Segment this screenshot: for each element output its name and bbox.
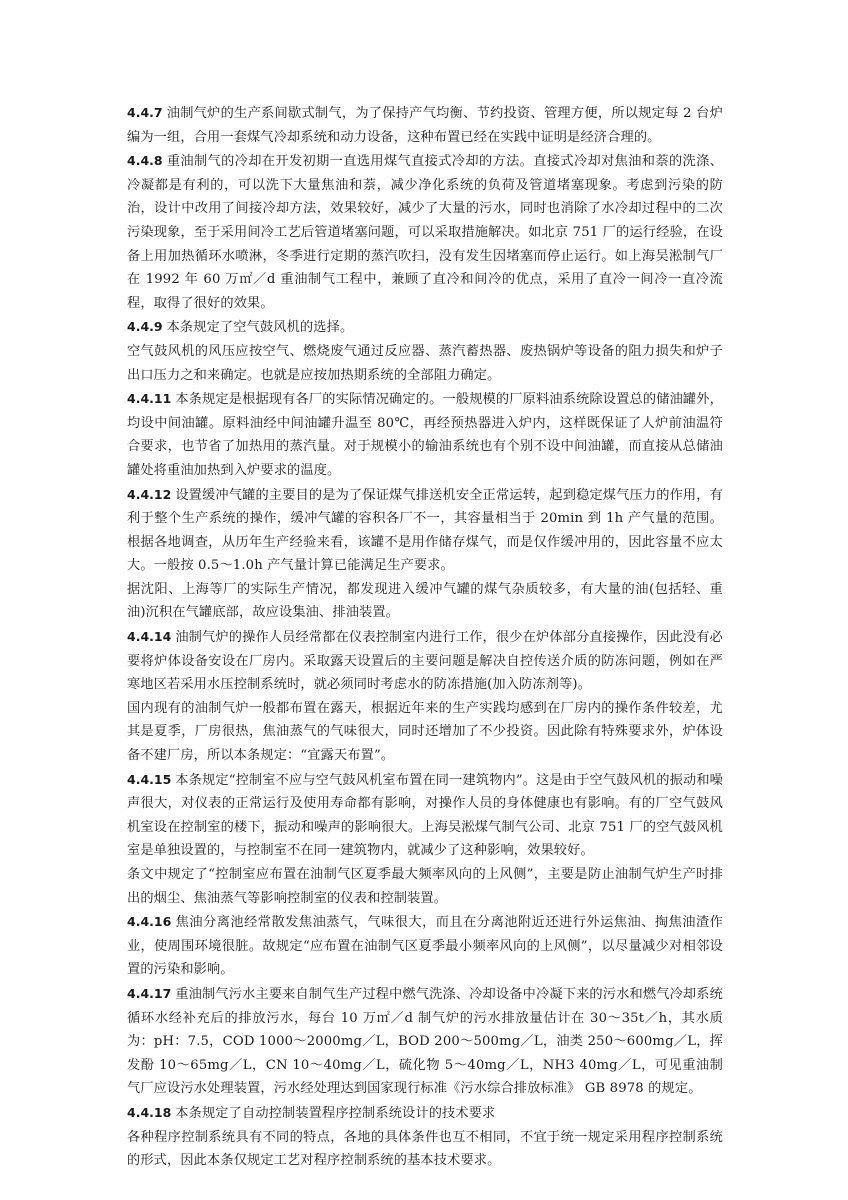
clause-4-4-17 (127, 982, 723, 1101)
clause-4-4-11 (127, 387, 723, 482)
clause-4-4-8 (127, 149, 723, 315)
clause-number: 4.4.9 (127, 319, 163, 335)
paragraph-text: 空气鼓风机的风压应按空气、燃烧废气通过反应器、蒸汽蓄热器、废热锅炉等设备的阻力损失和炉子出口压力之和来确定。也就是应按加热期系统的全部阻力确定。 (127, 343, 723, 383)
clause-text: 焦油分离池经常散发焦油蒸气，气味很大，而且在分离池附近还进行外运焦油、掏焦油渣作业，使周围环境很脏。故规定“应布置在油制气区夏季最小频率风向的上风侧”，以尽量减少对相邻设置的污染和影响。 (127, 915, 723, 978)
clause-number: 4.4.16 (127, 914, 172, 930)
clause-text: 重油制气的冷却在开发初期一直选用煤气直接式冷却的方法。直接式冷却对焦油和萘的洗涤、冷凝都是有利的，可以洗下大量焦油和萘，减少净化系统的负荷及管道堵塞现象。考虑到污染的防治，设计中改用了间接冷却方法，效果较好，减少了大量的污水，同时也消除了水冷却过程中的二次污染现象，至于采用间冷工艺后管道堵塞问题，可以采取措施解决。如北京 751 厂的运行经验，在设备上用加热循环水喷淋，冬季进行定期的蒸汽吹扫，没有发生因堵塞而停止运行。如上海吴淞制气厂在 1992 年 60 万㎡／d 重油制气工程中，兼顾了直冷和间冷的优点，采用了直冷一间冷一直冷流程，取得了很好的效果。 (127, 154, 723, 311)
clause-text: 本条规定是根据现有各厂的实际情况确定的。一般规模的厂原料油系统除设置总的储油罐外，均设中间油罐。原料油经中间油罐升温至 80℃，再经预热器进入炉内，这样既保证了人炉前油温符合要求，也节省了加热用的蒸汽量。对于规模小的输油系统也有个别不设中间油罐，而直接从总储油罐处将重油加热到入炉要求的温度。 (127, 392, 723, 478)
paragraph-text: 国内现有的油制气炉一般都布置在露天，根据近年来的生产实践均感到在厂房内的操作条件较差，尤其是夏季，厂房很热，焦油蒸气的气味很大，同时还增加了不少投资。因此除有特殊要求外，炉体设备不建厂房，所以本条规定：“宜露天布置”。 (127, 700, 723, 764)
clause-number: 4.4.15 (127, 771, 172, 787)
clause-text: 本条规定“控制室不应与空气鼓风机室布置在同一建筑物内”。这是由于空气鼓风机的振动和噪声很大，对仪表的正常运行及使用寿命都有影响，对操作人员的身体健康也有影响。有的厂空气鼓风机室设在控制室的楼下，振动和噪声的影响很大。上海吴淞煤气制气公司、北京 751 厂的空气鼓风机室是单独设置的，与控制室不在同一建筑物内，就减少了这种影响，效果较好。 (127, 772, 723, 859)
clause-4-4-18-explanation (127, 1126, 723, 1173)
paragraph-text: 各种程序控制系统具有不同的特点，各地的具体条件也互不相同，不宜于统一规定采用程序控制系统的形式，因此本条仅规定工艺对程序控制系统的基本技术要求。 (127, 1129, 723, 1169)
clause-4-4-9 (127, 315, 723, 340)
clause-4-4-15-explanation (127, 863, 723, 910)
paragraph-text: 条文中规定了“控制室应布置在油制气区夏季最大频率风向的上风侧”，主要是防止油制气炉生产时排出的烟尘、焦油蒸气等影响控制室的仪表和控制装置。 (127, 867, 723, 906)
clause-text: 重油制气污水主要来自制气生产过程中燃气洗涤、冷却设备中冷凝下来的污水和燃气冷却系统循环水经补充后的排放污水，每台 10 万㎡／d 制气炉的污水排放量估计在 30～35t／h，其水质为：pH：7.5，COD 1000～2000mg／L，BOD 200～500mg／L，油类 250～600mg／L，挥发酚 10～65mg／L，CN 10～40mg／L，硫化物 5～40mg／L，NH3 40mg／L，可见重油制气厂应设污水处理装置，污水经处理达到国家现行标准《污水综合排放标准》 GB 8978 的规定。 (127, 986, 723, 1097)
clause-number: 4.4.18 (127, 1104, 172, 1120)
clause-4-4-15 (127, 768, 723, 863)
clause-4-4-14 (127, 625, 723, 697)
document-page (127, 101, 723, 1173)
paragraph-text: 据沈阳、上海等厂的实际生产情况，都发现进入缓冲气罐的煤气杂质较多，有大量的油(包括轻、重油)沉积在气罐底部，故应设集油、排油装置。 (127, 581, 723, 621)
clause-4-4-7 (127, 101, 723, 149)
clause-4-4-18 (127, 1101, 723, 1126)
clause-4-4-16 (127, 910, 723, 982)
clause-4-4-9-explanation (127, 340, 723, 387)
clause-4-4-12-explanation (127, 578, 723, 625)
clause-text: 本条规定了自动控制装置程序控制系统设计的技术要求 (175, 1105, 496, 1121)
clause-number: 4.4.14 (127, 629, 172, 645)
clause-4-4-14-explanation (127, 697, 723, 768)
clause-number: 4.4.11 (127, 391, 172, 407)
clause-4-4-12 (127, 483, 723, 578)
clause-text: 油制气炉的操作人员经常都在仪表控制室内进行工作，很少在炉体部分直接操作，因此没有必要将炉体设备安设在厂房内。采取露天设置后的主要问题是解决自控传送介质的防冻问题，例如在严寒地区若采用水压控制系统时，就必须同时考虑水的防冻措施(加入防冻剂等)。 (127, 630, 723, 693)
clause-text: 油制气炉的生产系间歇式制气，为了保持产气均衡、节约投资、管理方便，所以规定每 2 台炉编为一组，合用一套煤气冷却系统和动力设备，这种布置已经在实践中证明是经济合理的。 (127, 106, 723, 145)
clause-number: 4.4.8 (127, 153, 163, 169)
clause-number: 4.4.12 (127, 486, 172, 502)
clause-number: 4.4.7 (127, 105, 163, 120)
clause-number: 4.4.17 (127, 985, 172, 1001)
clause-text: 设置缓冲气罐的主要目的是为了保证煤气排送机安全正常运转，起到稳定煤气压力的作用，有利于整个生产系统的操作，缓冲气罐的容积各厂不一，其容量相当于 20min 到 1h 产气量的范围。根据各地调查，从历年生产经验来看，该罐不是用作储存煤气，而是仅作缓冲用的，因此容量不应太大。一般按 0.5～1.0h 产气量计算已能满足生产要求。 (127, 487, 723, 574)
clause-text: 本条规定了空气鼓风机的选择。 (166, 320, 354, 336)
